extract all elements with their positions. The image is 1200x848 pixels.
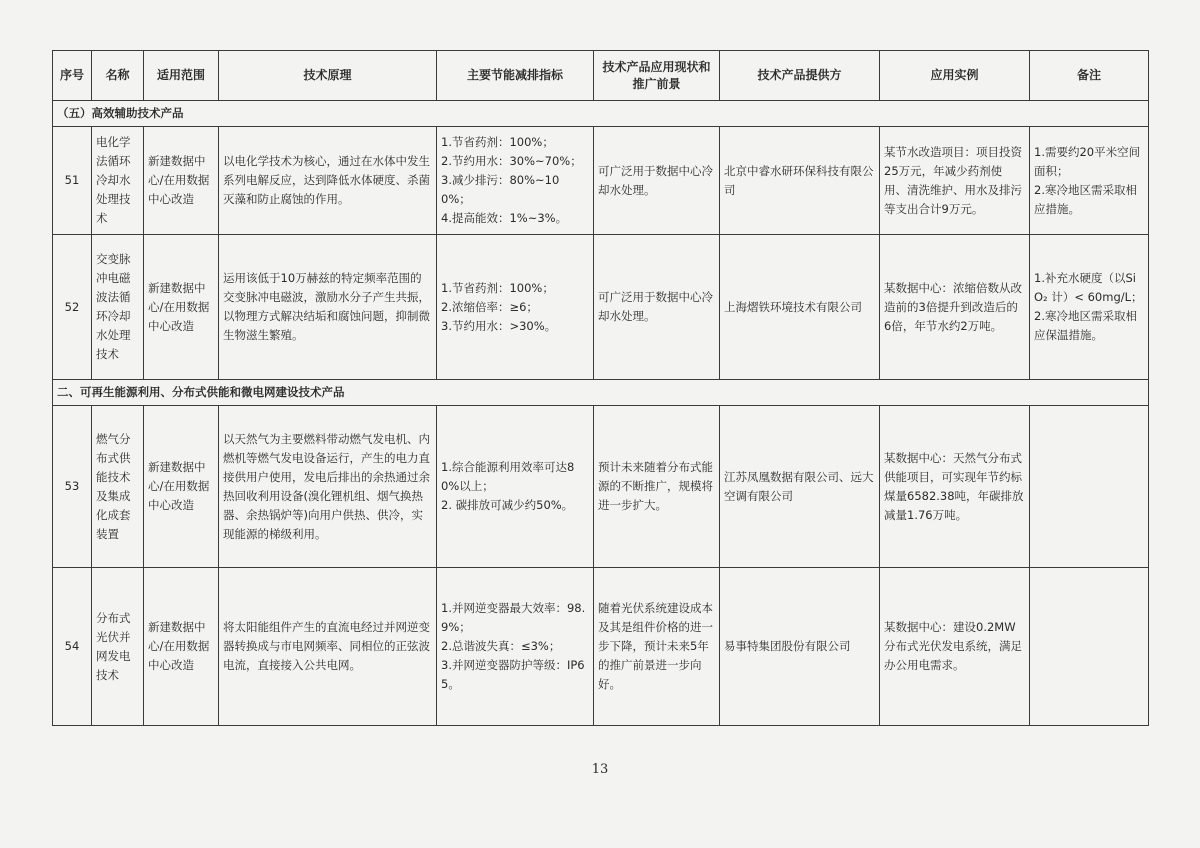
header-indicators: 主要节能减排指标 [437,51,594,101]
row-scope: 新建数据中心/在用数据中心改造 [144,568,219,726]
row-remarks [1030,568,1149,726]
row-scope: 新建数据中心/在用数据中心改造 [144,406,219,568]
row-status: 预计未来随着分布式能源的不断推广，规模将进一步扩大。 [594,406,720,568]
table-row [53,406,1149,568]
indicator-line: 1.节省药剂：100%； [441,135,554,149]
row-seq: 54 [53,568,92,726]
table-row [53,568,1149,726]
row-case: 某数据中心：天然气分布式供能项目，可实现年节约标煤量6582.38吨，年碳排放减量1.76万吨。 [880,406,1030,568]
row-provider: 北京中睿水研环保科技有限公司 [720,127,880,235]
section-title: （五）高效辅助技术产品 [53,101,1149,127]
technology-catalog-table [52,50,1149,726]
row-case: 某数据中心：浓缩倍数从改造前的3倍提升到改造后的6倍，年节水约2万吨。 [880,235,1030,380]
header-provider: 技术产品提供方 [720,51,880,101]
header-case: 应用实例 [880,51,1030,101]
header-seq: 序号 [53,51,92,101]
row-indicators [437,235,594,380]
indicator-line: 1.节省药剂：100%； [441,280,554,295]
indicator-line: 1.并网逆变器最大效率：98.9%； [441,601,586,634]
row-status: 可广泛用于数据中心冷却水处理。 [594,127,720,235]
row-remarks [1030,235,1149,380]
row-scope: 新建数据中心/在用数据中心改造 [144,127,219,235]
indicator-line: 3.节约用水：>30%。 [441,318,557,333]
row-name: 电化学法循环冷却水处理技术 [92,127,144,235]
row-case: 某节水改造项目：项目投资25万元，年减少药剂使用、清洗维护、用水及排污等支出合计9万元。 [880,127,1030,235]
remark-line: 2.寒冷地区需采取相应保温措施。 [1034,309,1137,342]
indicator-line: 2.浓缩倍率：≥6； [441,299,538,314]
remark-line: 1.需要约20平米空间面积； [1034,144,1141,178]
page-number: 13 [591,762,609,777]
header-remarks: 备注 [1030,51,1149,101]
row-provider: 上海熠铁环境技术有限公司 [720,235,880,380]
row-principle: 以电化学技术为核心，通过在水体中发生系列电解反应，达到降低水体硬度、杀菌灭藻和防止腐蚀的作用。 [219,127,437,235]
row-indicators [437,127,594,235]
section-row [53,101,1149,127]
header-scope: 适用范围 [144,51,219,101]
row-remarks [1030,127,1149,235]
row-status: 随着光伏系统建设成本及其是组件价格的进一步下降，预计未来5年的推广前景进一步向好。 [594,568,720,726]
header-status: 技术产品应用现状和推广前景 [594,51,720,101]
row-principle: 以天然气为主要燃料带动燃气发电机、内燃机等燃气发电设备运行，产生的电力直接供用户使用，发电后排出的余热通过余热回收利用设备(溴化锂机组、烟气换热器、余热锅炉等)向用户供热、供冷，实现能源的梯级利用。 [219,406,437,568]
section-row [53,380,1149,406]
row-case: 某数据中心：建设0.2MW分布式光伏发电系统，满足办公用电需求。 [880,568,1030,726]
row-remarks [1030,406,1149,568]
row-name: 交变脉冲电磁波法循环冷却水处理技术 [92,235,144,380]
indicator-line: 3.并网逆变器防护等级：IP65。 [441,658,585,691]
table-row [53,235,1149,380]
row-name: 燃气分布式供能技术及集成化成套装置 [92,406,144,568]
indicator-line: 3.减少排污：80%~100%； [441,173,560,206]
row-name: 分布式光伏并网发电技术 [92,568,144,726]
row-indicators [437,568,594,726]
header-name: 名称 [92,51,144,101]
row-seq: 52 [53,235,92,380]
table-header-row [53,51,1149,101]
row-seq: 51 [53,127,92,235]
table-row [53,127,1149,235]
row-status: 可广泛用于数据中心冷却水处理。 [594,235,720,380]
indicator-line: 1.综合能源利用效率可达80%以上； [441,460,575,493]
remark-line: 2.寒冷地区需采取相应措施。 [1034,182,1137,216]
remark-line: 1.补充水硬度（以SiO₂ 计）< 60mg/L； [1034,271,1143,304]
header-principle: 技术原理 [219,51,437,101]
row-scope: 新建数据中心/在用数据中心改造 [144,235,219,380]
row-principle: 运用该低于10万赫兹的特定频率范围的交变脉冲电磁波，激励水分子产生共振，以物理方式解决结垢和腐蚀问题，抑制微生物滋生繁殖。 [219,235,437,380]
indicator-line: 2. 碳排放可减少约50%。 [441,498,574,512]
indicator-line: 2.节约用水：30%~70%； [441,154,582,168]
indicator-line: 4.提高能效：1%~3%。 [441,211,568,225]
row-principle: 将太阳能组件产生的直流电经过并网逆变器转换成与市电网频率、同相位的正弦波电流，直接接入公共电网。 [219,568,437,726]
row-indicators [437,406,594,568]
row-provider: 易事特集团股份有限公司 [720,568,880,726]
row-provider: 江苏凤凰数据有限公司、远大空调有限公司 [720,406,880,568]
row-seq: 53 [53,406,92,568]
section-title: 二、可再生能源利用、分布式供能和微电网建设技术产品 [53,380,1149,406]
indicator-line: 2.总谐波失真：≤3%； [441,639,561,653]
